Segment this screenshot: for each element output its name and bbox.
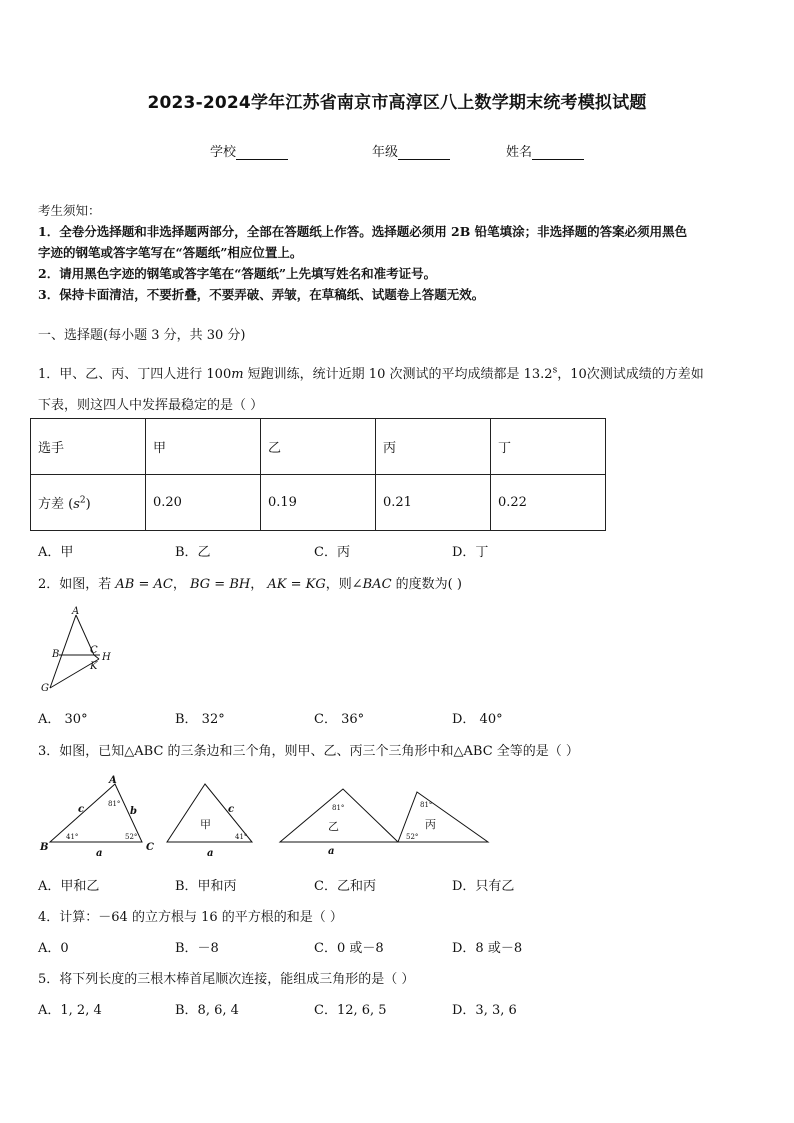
q2-math: AB = AC [115,577,173,592]
q1-text: 短跑训练，统计近期 10 次测试的平均成绩都是 13.2 [243,367,553,382]
name-field [506,141,584,160]
jia-side-c: c [228,804,235,815]
abc-label-a: A [109,775,117,786]
jia-angle: 41° [235,833,248,841]
q5-option-c[interactable]: C．12, 6, 5 [314,1003,387,1018]
q4-option-c[interactable]: C．0 或－8 [314,941,384,956]
bing-angle-left: 52° [406,833,419,841]
q5-option-a[interactable]: A．1, 2, 4 [38,1003,102,1018]
q2-option-d[interactable]: D． 40° [452,712,503,727]
q2-math: BG = BH [189,577,251,592]
q1-text: ，10次测试成绩的方差如 [557,367,704,382]
bing-name: 丙 [425,818,436,831]
table-row [31,475,606,531]
school-blank [236,147,288,160]
q1-option-a[interactable]: A．甲 [38,545,74,560]
q2-text: ， [250,577,268,592]
q2-text: 的度数为( ) [391,577,462,592]
q3-stem: 3．如图，已知△ABC 的三条边和三个角，则甲、乙、丙三个三角形中和△ABC 全等的是（ ） [38,744,579,759]
triangle-jia [167,784,252,858]
notice-item: 3．保持卡面清洁，不要折叠，不要弄破、弄皱，在草稿纸、试题卷上答题无效。 [38,287,485,302]
label-g: G [41,683,49,694]
jia-side-a: a [207,848,214,858]
q3-option-c[interactable]: C．乙和丙 [314,879,376,894]
table-cell: 0.22 [491,475,606,531]
table-header-cell: 丁 [491,419,606,475]
q2-math: AK = KG [267,577,326,592]
name-label: 姓名 [506,145,533,160]
label-a: A [72,606,80,617]
q1-option-c[interactable]: C．丙 [314,545,350,560]
abc-label-b: B [40,842,49,853]
q2-stem [38,573,758,592]
q5-stem: 5．将下列长度的三根木棒首尾顺次连接，能组成三角形的是（ ） [38,972,415,987]
row-label-text: ) [85,497,91,512]
q3-option-b[interactable]: B．甲和丙 [175,879,237,894]
q3-option-d[interactable]: D．只有乙 [452,879,515,894]
abc-side-b: b [130,806,137,817]
abc-angle-c: 52° [125,833,138,841]
q3-figure [30,772,500,858]
q1-option-b[interactable]: B．乙 [175,545,211,560]
q2-option-c[interactable]: C． 36° [314,712,365,727]
triangle-abc [39,775,154,858]
label-c: C [90,645,98,656]
table-row [31,419,606,475]
grade-label: 年级 [372,145,399,160]
q4-option-d[interactable]: D．8 或－8 [452,941,523,956]
school-label: 学校 [210,145,237,160]
table-header-cell: 乙 [261,419,376,475]
q1-stem-line2: 下表，则这四人中发挥最稳定的是（ ） [38,398,264,413]
bing-angle-top: 81° [420,801,433,809]
q2-text: ，则∠ [325,577,363,592]
q2-text: 2．如图，若 [38,577,116,592]
q3-option-a[interactable]: A．甲和乙 [38,879,100,894]
yi-angle: 81° [332,804,345,812]
q5-option-b[interactable]: B．8, 6, 4 [175,1003,239,1018]
q5-option-d[interactable]: D．3, 3, 6 [452,1003,517,1018]
label-k: K [90,661,98,672]
q4-stem: 4．计算：－64 的立方根与 16 的平方根的和是（ ） [38,910,343,925]
table-cell: 0.20 [146,475,261,531]
section-heading: 一、选择题(每小题 3 分，共 30 分) [38,328,246,343]
notice-item: 1．全卷分选择题和非选择题两部分，全部在答题纸上作答。选择题必须用 2B 铅笔填涂；非选择题的答案必须用黑色 [38,224,688,239]
abc-side-a: a [96,848,103,858]
abc-angle-a: 81° [108,800,121,808]
label-b: B [52,649,60,660]
table-cell: 0.21 [376,475,491,531]
variance-table [30,418,606,531]
notice-item: 字迹的钢笔或答字笔写在“答题纸”相应位置上。 [38,245,303,260]
school-field [210,141,288,160]
q2-figure [38,605,128,697]
table-cell: 0.19 [261,475,376,531]
row-label-sup: 2 [79,495,86,506]
abc-label-c: C [146,842,154,853]
triangle-yi [280,789,398,857]
q2-math: BAC [362,577,392,592]
grade-field [372,141,450,160]
notice-item: 2．请用黑色字迹的钢笔或答字笔在“答题纸”上先填写姓名和准考证号。 [38,266,437,281]
yi-name: 乙 [328,820,339,833]
label-h: H [102,652,111,663]
q1-stem-line1 [38,363,758,382]
name-blank [532,147,584,160]
yi-side-a: a [328,846,335,857]
row-label-text: 方差 ( [38,497,74,512]
q2-text: ， [172,577,190,592]
jia-name: 甲 [200,818,211,831]
abc-angle-b: 41° [66,833,79,841]
q1-sup: s [552,365,558,376]
q2-option-b[interactable]: B． 32° [175,712,225,727]
q2-option-a[interactable]: A． 30° [38,712,88,727]
q1-text: 1．甲、乙、丙、丁四人进行 100 [38,367,232,382]
q1-option-d[interactable]: D．丁 [452,545,489,560]
grade-blank [398,147,450,160]
triangle-bing [398,792,488,842]
page-title: 2023-2024学年江苏省南京市高淳区八上数学期末统考模拟试题 [147,93,647,113]
table-row-label [31,475,146,531]
q4-option-b[interactable]: B．－8 [175,941,219,956]
table-header-cell: 甲 [146,419,261,475]
notice-heading: 考生须知： [38,203,101,218]
q1-unit: m [231,367,244,382]
table-header-cell: 选手 [31,419,146,475]
q4-option-a[interactable]: A．0 [38,941,69,956]
abc-side-c: c [78,804,85,815]
row-label-s: s [73,497,80,512]
table-header-cell: 丙 [376,419,491,475]
